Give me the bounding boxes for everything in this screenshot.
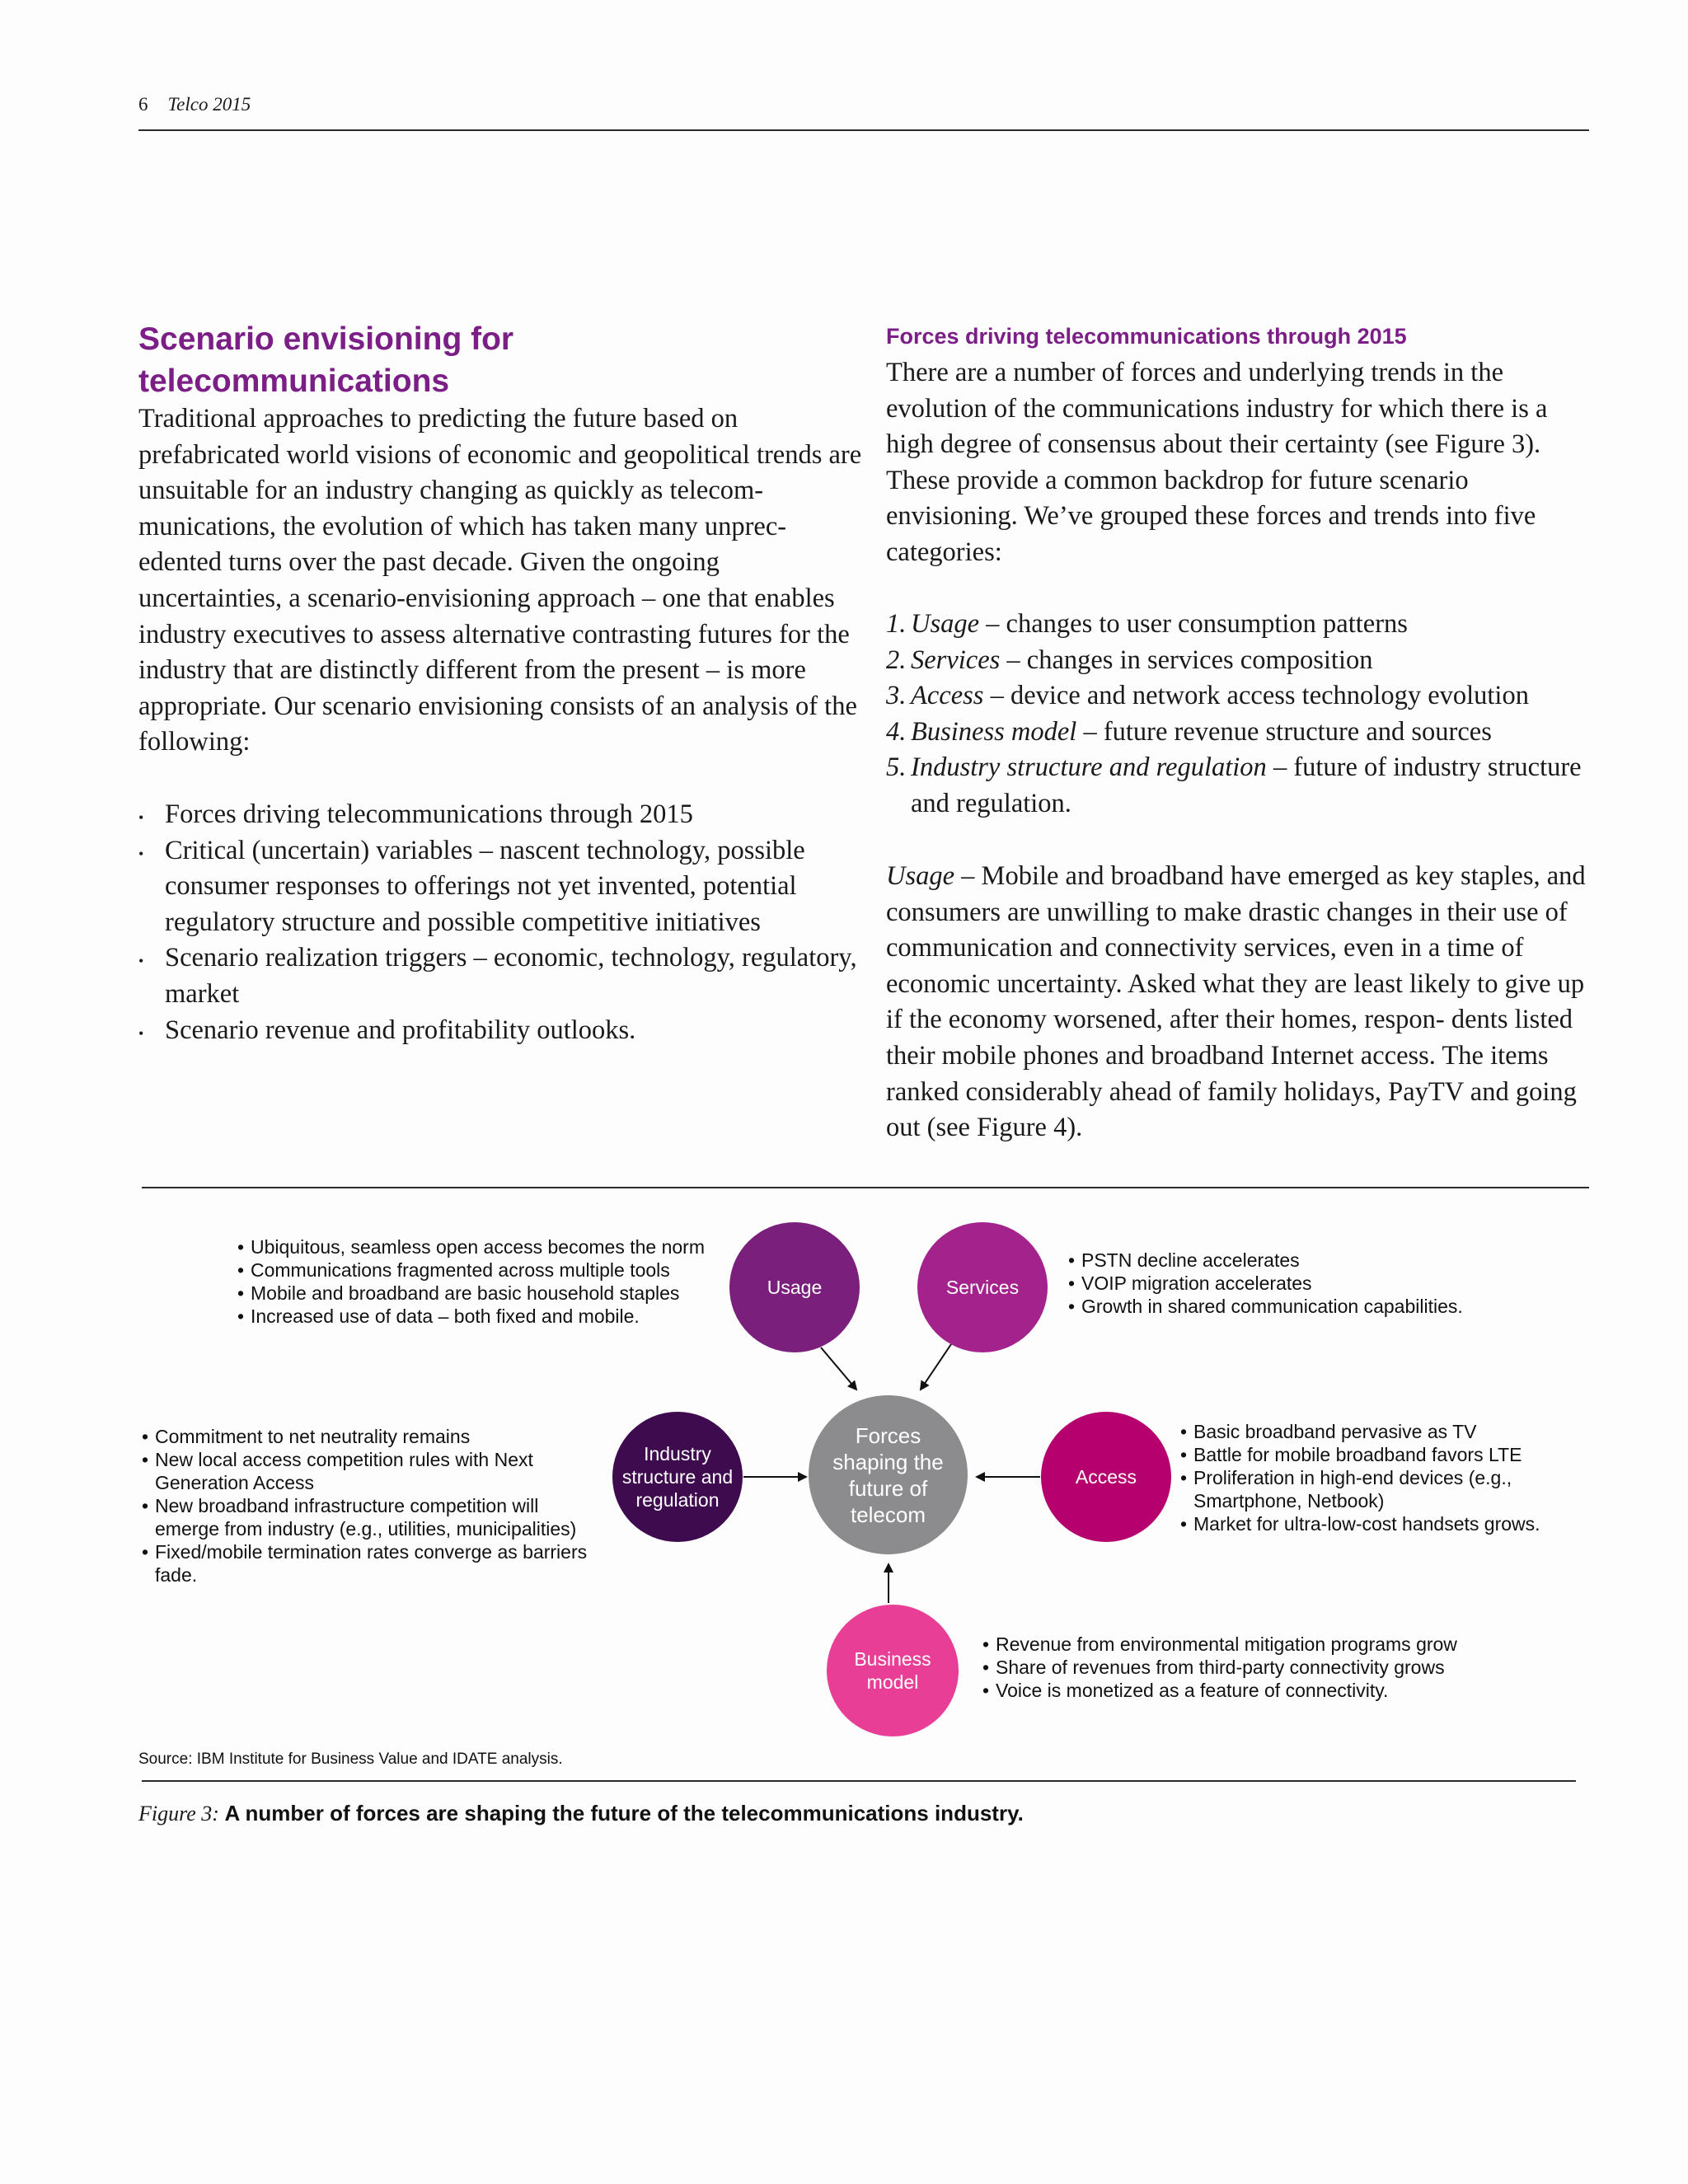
forces-paragraph: There are a number of forces and underlying trends in the evolution of the communications industry for which there is a high degree of consensus about their certainty (see Figure 3). These provide a common backdrop for future scenario envisioning. We’ve grouped these forces and trends into five categories:: [886, 358, 1548, 567]
category-desc: – changes to user consumption patterns: [979, 609, 1408, 639]
category-term: Usage: [911, 609, 980, 639]
category-desc: – changes in services composition: [1000, 644, 1373, 675]
section-heading-line-1: Scenario envisioning for: [138, 321, 514, 357]
industry-label-line: structure and: [621, 1466, 734, 1488]
list-item: • Fixed/mobile termination rates converge as barriers fade.: [142, 1540, 603, 1586]
intro-paragraph: Traditional approaches to predicting the future based on prefabricated world visions of economic and geopolitical trends are unsuitable for an industry changing as quickly as telecom- munications, the evolution of which has taken many unprec- edented turns over the past decade. Given the ongoing uncertainties, a scenario-envisioning approach – one that enables industry executives to assess alternative contrasting futures for the industry that are distinctly different from the present – is more appropriate. Our scenario envisioning consists of an analysis of the following:: [138, 404, 862, 757]
caption-text: A number of forces are shaping the future of the telecommunications industry.: [224, 1801, 1024, 1825]
list-item: • Market for ultra-low-cost handsets grows.: [1180, 1512, 1576, 1535]
usage-label: Usage: [767, 1277, 823, 1298]
access-label: Access: [1075, 1466, 1137, 1488]
forces-subheading: Forces driving telecommunications through 2015: [886, 324, 1407, 349]
services-circle: [917, 1222, 1048, 1352]
list-item: • Share of revenues from third-party connectivity grows: [982, 1656, 1559, 1679]
figure-bottom-rule: [142, 1780, 1576, 1782]
forces-center-circle: [809, 1395, 968, 1554]
list-number: 5.: [886, 752, 907, 783]
list-item: • Communications fragmented across multiple tools: [237, 1258, 732, 1282]
services-label: Services: [945, 1277, 1020, 1298]
list-number: 3.: [886, 681, 907, 711]
arrow-services: [921, 1344, 951, 1390]
list-item: • VOIP migration accelerates: [1068, 1272, 1596, 1295]
center-label-line: future of: [848, 1475, 928, 1501]
industry-label-line: regulation: [635, 1489, 720, 1511]
list-item: • Scenario realization triggers – economic, technology, regulatory, market: [138, 940, 880, 1012]
list-number: 2.: [886, 644, 907, 675]
list-item: • Growth in shared communication capabilities.: [1068, 1295, 1596, 1318]
list-item: • Scenario revenue and profitability outlooks.: [138, 1013, 880, 1049]
list-item: • New broadband infrastructure competition will emerge from industry (e.g., utilities, municipalities): [142, 1494, 603, 1540]
list-number: 1.: [886, 609, 907, 639]
center-label-line: Forces: [855, 1422, 921, 1448]
list-item: • Forces driving telecommunications through 2015: [138, 797, 880, 833]
access-trends-list: [1180, 1420, 1576, 1535]
business-label-line: model: [866, 1671, 919, 1693]
list-item: • Mobile and broadband are basic household staples: [237, 1282, 732, 1305]
category-desc: – device and network access technology evolution: [983, 681, 1529, 711]
category-desc: – future revenue structure and sources: [1076, 716, 1492, 747]
list-item: • Voice is monetized as a feature of connectivity.: [982, 1679, 1559, 1702]
usage-text: – Mobile and broadband have emerged as key staples, and consumers are unwilling to make drastic changes in their use of communication and connectivity services, even in a time of economic uncertainty. Asked what they are least likely to give up if the economy worsened, after their homes, respon- dents listed their mobile phones and broadband Internet access. The items ranked considerably ahead of family holidays, PayTV and going out (see Figure 4).: [886, 861, 1586, 1143]
business-trends-list: [982, 1633, 1559, 1702]
center-label-line: shaping the: [832, 1449, 944, 1474]
page-number: 6: [138, 94, 148, 115]
business-model-circle: [827, 1605, 959, 1736]
list-number: 4.: [886, 716, 907, 747]
figure-source: Source: IBM Institute for Business Value and IDATE analysis.: [138, 1750, 563, 1768]
list-item: • Commitment to net neutrality remains: [142, 1425, 603, 1448]
list-item: • Ubiquitous, seamless open access becomes the norm: [237, 1235, 732, 1258]
services-trends-list: [1068, 1249, 1596, 1318]
running-title: Telco 2015: [167, 94, 251, 115]
category-desc: – future of industry structure and regulation.: [911, 752, 1582, 818]
industry-trends-list: [142, 1425, 603, 1586]
list-item: • New local access competition rules with Next Generation Access: [142, 1448, 603, 1494]
category-term: Business model: [911, 716, 1077, 747]
usage-term: Usage: [886, 861, 955, 891]
category-term: Services: [911, 644, 1001, 675]
list-item: • Increased use of data – both fixed and mobile.: [237, 1305, 732, 1328]
list-item: • Basic broadband pervasive as TV: [1180, 1420, 1576, 1443]
list-item: • Revenue from environmental mitigation programs grow: [982, 1633, 1559, 1656]
list-item: • PSTN decline accelerates: [1068, 1249, 1596, 1272]
industry-label-line: Industry: [644, 1443, 711, 1465]
list-item: • Proliferation in high-end devices (e.g., Smartphone, Netbook): [1180, 1466, 1576, 1512]
figure-caption: [138, 1801, 1024, 1826]
arrow-usage: [821, 1347, 856, 1390]
category-term: Access: [911, 681, 984, 711]
industry-circle: [612, 1412, 743, 1542]
usage-trends-list: [237, 1235, 732, 1328]
list-item: • Battle for mobile broadband favors LTE: [1180, 1443, 1576, 1466]
business-label-line: Business: [854, 1648, 931, 1670]
list-item: • Critical (uncertain) variables – nascent technology, possible consumer responses to offerings not yet invented, potential regulatory structure and possible competitive initiatives: [138, 833, 880, 941]
center-label-line: telecom: [850, 1502, 926, 1527]
caption-label: Figure 3:: [138, 1802, 219, 1825]
category-term: Industry structure and regulation: [911, 752, 1267, 783]
access-circle: [1041, 1412, 1171, 1542]
section-heading-line-2: telecommunications: [138, 363, 450, 399]
usage-circle: [729, 1222, 860, 1352]
